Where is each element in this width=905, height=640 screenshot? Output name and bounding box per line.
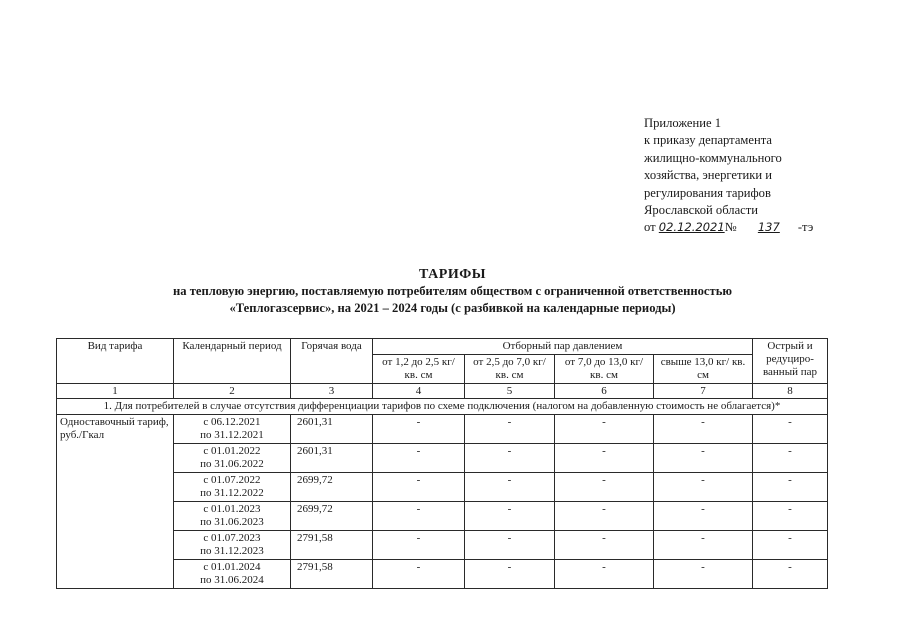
steam-4-value: - bbox=[654, 473, 753, 502]
column-number: 1 bbox=[57, 384, 174, 399]
steam-2-value: - bbox=[465, 560, 555, 589]
sharp-steam-value: - bbox=[753, 531, 828, 560]
order-reference bbox=[644, 219, 884, 236]
steam-2-value: - bbox=[465, 415, 555, 444]
column-number: 3 bbox=[291, 384, 373, 399]
steam-1-value: - bbox=[373, 560, 465, 589]
steam-1-value: - bbox=[373, 444, 465, 473]
period-from: с 01.01.2022 bbox=[203, 445, 261, 457]
appendix-line: Приложение 1 bbox=[644, 116, 722, 130]
hot-water-price: 2601,31 bbox=[291, 415, 373, 444]
appendix-block bbox=[644, 115, 884, 237]
header-hot-water: Горячая вода bbox=[291, 339, 373, 384]
period-cell bbox=[174, 444, 291, 473]
period-to: по 31.06.2023 bbox=[200, 516, 264, 528]
hot-water-price: 2699,72 bbox=[291, 473, 373, 502]
hot-water-price: 2699,72 bbox=[291, 502, 373, 531]
column-number: 7 bbox=[654, 384, 753, 399]
sharp-steam-value: - bbox=[753, 444, 828, 473]
steam-4-value: - bbox=[654, 502, 753, 531]
period-from: с 06.12.2021 bbox=[203, 416, 261, 428]
steam-2-value: - bbox=[465, 444, 555, 473]
column-number-row bbox=[57, 384, 828, 399]
steam-4-value: - bbox=[654, 415, 753, 444]
sharp-steam-value: - bbox=[753, 473, 828, 502]
steam-1-value: - bbox=[373, 415, 465, 444]
period-to: по 31.06.2024 bbox=[200, 574, 264, 586]
steam-1-value: - bbox=[373, 502, 465, 531]
period-from: с 01.01.2024 bbox=[203, 561, 261, 573]
period-from: с 01.07.2022 bbox=[203, 474, 261, 486]
period-cell bbox=[174, 560, 291, 589]
steam-2-value: - bbox=[465, 502, 555, 531]
header-kind: Вид тарифа bbox=[57, 339, 174, 384]
order-number: 137 bbox=[757, 220, 780, 235]
header-steam-1: от 1,2 до 2,5 кг/ кв. см bbox=[373, 355, 465, 384]
sharp-steam-value: - bbox=[753, 502, 828, 531]
header-steam-3: от 7,0 до 13,0 кг/ кв. см bbox=[555, 355, 654, 384]
tariffs-table bbox=[56, 338, 828, 589]
order-date: 02.12.2021 bbox=[658, 220, 725, 235]
period-to: по 31.12.2021 bbox=[200, 429, 264, 441]
title-main: ТАРИФЫ bbox=[419, 267, 486, 282]
steam-3-value: - bbox=[555, 473, 654, 502]
period-cell bbox=[174, 531, 291, 560]
number-prefix: № bbox=[724, 220, 737, 235]
order-suffix: -тэ bbox=[797, 220, 814, 235]
steam-3-value: - bbox=[555, 502, 654, 531]
steam-3-value: - bbox=[555, 415, 654, 444]
tariff-kind: Одноставочный тариф, руб./Гкал bbox=[57, 415, 174, 589]
hot-water-price: 2791,58 bbox=[291, 560, 373, 589]
header-period: Календарный период bbox=[174, 339, 291, 384]
title-line-1: на тепловую энергию, поставляемую потребителям обществом с ограниченной ответственностью bbox=[173, 284, 732, 298]
title-line-2: «Теплогазсервис», на 2021 – 2024 годы (с разбивкой на календарные периоды) bbox=[229, 301, 676, 315]
steam-4-value: - bbox=[654, 560, 753, 589]
document-title bbox=[40, 266, 865, 317]
steam-3-value: - bbox=[555, 444, 654, 473]
steam-1-value: - bbox=[373, 473, 465, 502]
period-cell bbox=[174, 502, 291, 531]
column-number: 8 bbox=[753, 384, 828, 399]
appendix-line: к приказу департамента bbox=[644, 133, 772, 148]
column-number: 5 bbox=[465, 384, 555, 399]
period-cell bbox=[174, 473, 291, 502]
hot-water-price: 2601,31 bbox=[291, 444, 373, 473]
steam-4-value: - bbox=[654, 444, 753, 473]
steam-3-value: - bbox=[555, 531, 654, 560]
steam-2-value: - bbox=[465, 473, 555, 502]
period-to: по 31.12.2023 bbox=[200, 545, 264, 557]
period-from: с 01.07.2023 bbox=[203, 532, 261, 544]
table-row bbox=[57, 415, 828, 444]
steam-2-value: - bbox=[465, 531, 555, 560]
sharp-steam-value: - bbox=[753, 415, 828, 444]
header-sharp-steam: Острый и редуциро-ванный пар bbox=[753, 339, 828, 384]
steam-4-value: - bbox=[654, 531, 753, 560]
period-from: с 01.01.2023 bbox=[203, 503, 261, 515]
header-steam: Отборный пар давлением bbox=[373, 339, 753, 355]
column-number: 2 bbox=[174, 384, 291, 399]
steam-3-value: - bbox=[555, 560, 654, 589]
period-to: по 31.06.2022 bbox=[200, 458, 264, 470]
period-cell bbox=[174, 415, 291, 444]
appendix-line: жилищно-коммунального bbox=[644, 150, 782, 165]
header-row bbox=[57, 339, 828, 355]
header-steam-2: от 2,5 до 7,0 кг/ кв. см bbox=[465, 355, 555, 384]
appendix-line: регулирования тарифов bbox=[644, 185, 771, 200]
hot-water-price: 2791,58 bbox=[291, 531, 373, 560]
section-row bbox=[57, 399, 828, 415]
sharp-steam-value: - bbox=[753, 560, 828, 589]
column-number: 6 bbox=[555, 384, 654, 399]
steam-1-value: - bbox=[373, 531, 465, 560]
appendix-line: хозяйства, энергетики и bbox=[644, 168, 772, 183]
header-steam-4: свыше 13,0 кг/ кв. см bbox=[654, 355, 753, 384]
period-to: по 31.12.2022 bbox=[200, 487, 264, 499]
section-title: 1. Для потребителей в случае отсутствия дифференциации тарифов по схеме подключения (налогом на добавленную стоимость не облагается)* bbox=[57, 399, 828, 415]
date-prefix: от bbox=[644, 220, 656, 235]
appendix-line: Ярославской области bbox=[644, 203, 758, 218]
column-number: 4 bbox=[373, 384, 465, 399]
